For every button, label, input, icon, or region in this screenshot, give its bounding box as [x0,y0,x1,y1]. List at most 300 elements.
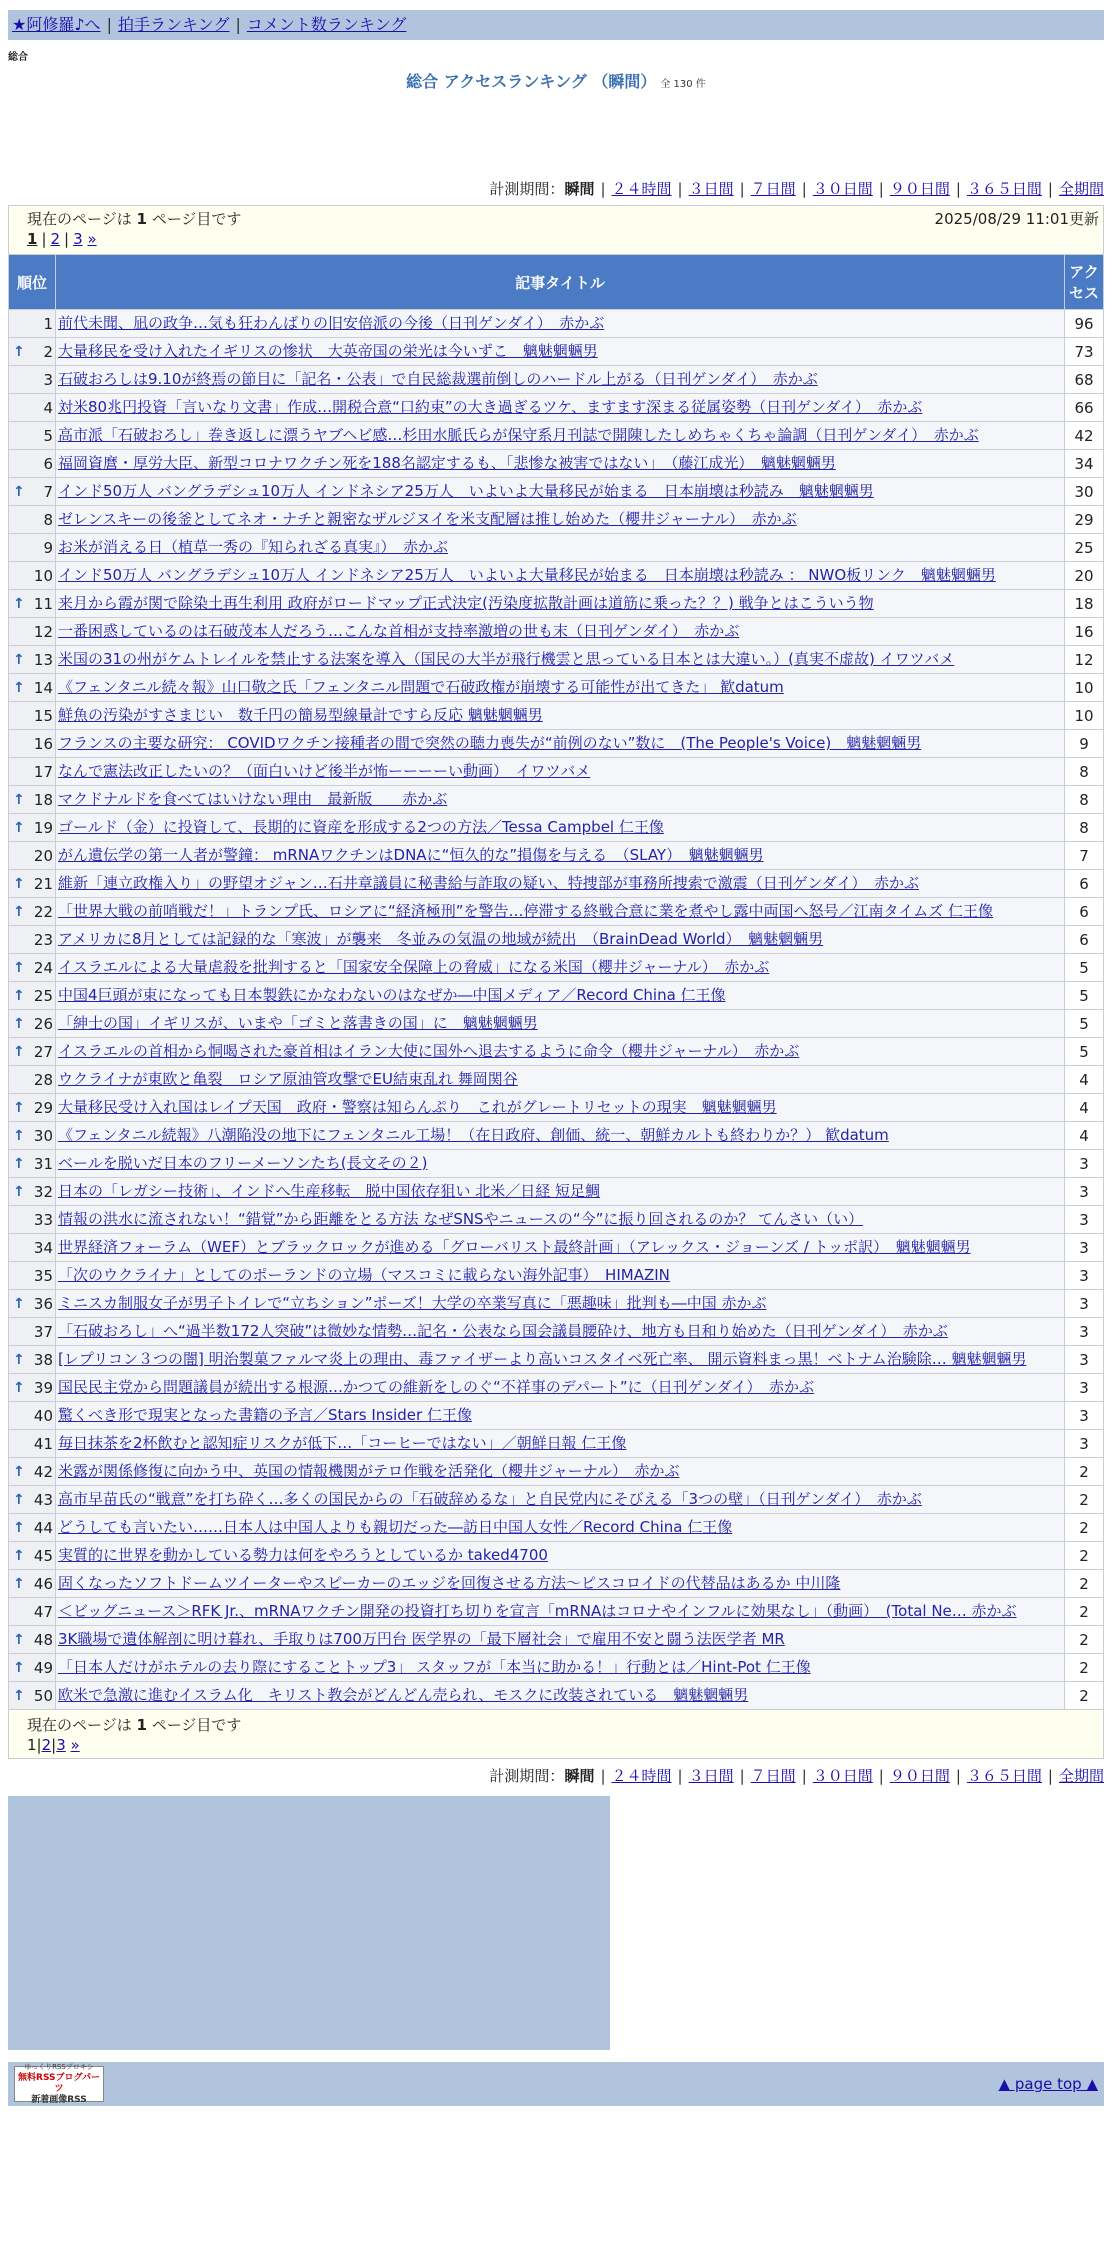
page-top-link[interactable]: ▲ page top ▲ [998,2075,1098,2093]
table-row [9,1290,1104,1318]
rank-cell [9,926,56,954]
table-row [9,1374,1104,1402]
period-link[interactable]: 全期間 [1058,180,1104,198]
title-cell [56,310,1065,338]
title-cell [56,1598,1065,1626]
article-link[interactable]: 世界経済フォーラム（WEF）とブラックロックが進める「グローバリスト最終計画」（アレックス・ジョーンズ / トッポ訳） 魑魅魍魎男 [58,1238,971,1256]
pager-link[interactable]: 2 [50,230,61,248]
rank-number: 6 [43,454,53,473]
article-link[interactable]: 驚くべき形で現実となった書籍の予言／Stars Insider 仁王像 [58,1406,472,1424]
rank-cell [9,842,56,870]
count-cell: 5 [1065,982,1104,1010]
table-row [9,310,1104,338]
rank-up-arrow-icon: ↑ [13,1043,25,1060]
title-cell [56,590,1065,618]
rank-number: 28 [33,1070,53,1089]
article-link[interactable]: なんで憲法改正したいの？（面白いけど後半が怖ーーーーい動画） イワツバメ [58,762,591,780]
count-cell: 4 [1065,1066,1104,1094]
title-cell [56,1066,1065,1094]
rank-up-arrow-icon: ↑ [13,1491,25,1508]
rank-up-arrow-icon: ↑ [13,1687,25,1704]
rank-number: 8 [43,510,53,529]
article-link[interactable]: 福岡資麿・厚労大臣、新型コロナワクチン死を188名認定するも、「悲惨な被害ではない」 （藤江成光） 魑魅魍魎男 [58,454,836,472]
article-link[interactable]: 一番困惑しているのは石破茂本人だろう…こんな首相が支持率激増の世も末（日刊ゲンダイ） 赤かぶ [58,622,740,640]
title-cell [56,1514,1065,1542]
count-cell: 8 [1065,786,1104,814]
rank-cell [9,1318,56,1346]
rank-number: 25 [33,986,53,1005]
count-cell: 2 [1065,1682,1104,1710]
article-link[interactable]: 「次のウクライナ」としてのポーランドの立場（マスコミに載らない海外記事） HIMAZIN [58,1266,670,1284]
article-link[interactable]: ベールを脱いだ日本のフリーメーソンたち(長文その２) [58,1154,428,1172]
count-cell: 9 [1065,730,1104,758]
rank-number: 12 [33,622,53,641]
rank-number: 3 [43,370,53,389]
rank-up-arrow-icon: ↑ [13,483,25,500]
rank-number: 50 [33,1686,53,1705]
table-row [9,1598,1104,1626]
title-cell [56,842,1065,870]
rank-cell [9,506,56,534]
table-row [9,1486,1104,1514]
count-cell: 6 [1065,870,1104,898]
rank-number: 38 [33,1350,53,1369]
title-cell [56,366,1065,394]
period-link[interactable]: ２４時間 [611,1767,672,1785]
table-row [9,1206,1104,1234]
article-link[interactable]: インド50万人 バングラデシュ10万人 インドネシア25万人 いよいよ大量移民が始まる 日本崩壊は秒読み 魑魅魍魎男 [58,482,874,500]
table-row [9,842,1104,870]
top-nav [8,10,1104,40]
article-link[interactable]: 中国4巨頭が束になっても日本製鉄にかなわないのはなぜか―中国メディア／Record China 仁王像 [58,986,726,1004]
rank-up-arrow-icon: ↑ [13,1379,25,1396]
count-cell: 8 [1065,814,1104,842]
title-cell [56,758,1065,786]
period-separator: | [1047,180,1053,198]
period-separator: | [801,180,807,198]
table-row [9,1038,1104,1066]
rank-cell [9,1206,56,1234]
period-selector [8,178,1104,199]
article-link[interactable]: 固くなったソフトドームツイーターやスピーカーのエッジを回復させる方法～ピスコロイドの代替品はあるか 中川隆 [58,1574,841,1592]
table-row [9,1514,1104,1542]
article-link[interactable]: お米が消える日（植草一秀の『知られざる真実』） 赤かぶ [58,538,449,556]
period-link[interactable]: ３日間 [688,1767,734,1785]
title-cell [56,1150,1065,1178]
rank-cell [9,646,56,674]
rank-cell [9,982,56,1010]
logo-line2: 無料RSSブログパーツ [18,2073,100,2094]
table-row [9,674,1104,702]
rank-number: 16 [33,734,53,753]
article-link[interactable]: 情報の洪水に流されない！“錯覚”から距離をとる方法 なぜSNSやニュースの“今”に振り回されるのか？ てんさい（い） [58,1210,864,1228]
table-row [9,1542,1104,1570]
rank-cell [9,534,56,562]
rank-up-arrow-icon: ↑ [13,651,25,668]
title-cell [56,1486,1065,1514]
count-cell: 3 [1065,1150,1104,1178]
article-link[interactable]: 欧米で急激に進むイスラム化 キリスト教会がどんどん売られ、モスクに改装されている 魑魅魍魎男 [58,1686,749,1704]
rank-number: 1 [43,314,53,333]
count-cell: 3 [1065,1290,1104,1318]
article-link[interactable]: ウクライナが東欧と亀裂 ロシア原油管攻撃でEU結束乱れ 舞岡関谷 [58,1070,518,1088]
period-separator: | [739,180,745,198]
count-cell: 6 [1065,898,1104,926]
title-cell [56,898,1065,926]
article-link[interactable]: 大量移民受け入れ国はレイプ天国 政府・警察は知らんぷり これがグレートリセットの現実 魑魅魍魎男 [58,1098,777,1116]
table-row [9,814,1104,842]
pager-separator: | [51,1736,57,1754]
count-cell: 3 [1065,1402,1104,1430]
rank-number: 35 [33,1266,53,1285]
period-separator: | [600,180,606,198]
rank-cell [9,562,56,590]
period-link[interactable]: ９０日間 [889,180,950,198]
article-link[interactable]: 「石破おろし」へ“過半数172人突破”は微妙な情勢…記名・公表なら国会議員腰砕け、地方も日和り始めた（日刊ゲンダイ） 赤かぶ [58,1322,948,1340]
table-row [9,982,1104,1010]
table-row [9,1402,1104,1430]
count-cell: 3 [1065,1346,1104,1374]
period-link[interactable]: ３日間 [688,180,734,198]
rank-cell [9,1458,56,1486]
rank-up-arrow-icon: ↑ [13,875,25,892]
rank-up-arrow-icon: ↑ [13,1015,25,1032]
pager-top [27,230,1103,248]
table-row [9,954,1104,982]
count-cell: 3 [1065,1262,1104,1290]
comment-ranking-link[interactable]: コメント数ランキング [246,15,407,34]
clap-ranking-link[interactable]: 拍手ランキング [117,15,230,34]
title-cell [56,338,1065,366]
rank-up-arrow-icon: ↑ [13,1155,25,1172]
period-separator: | [955,1767,961,1785]
pager-current: 1 [27,230,38,248]
period-separator: | [801,1767,807,1785]
table-row [9,1178,1104,1206]
rank-cell [9,422,56,450]
rank-number: 2 [43,342,53,361]
table-row [9,1346,1104,1374]
title-cell [56,1094,1065,1122]
rss-parts-logo[interactable] [14,2063,104,2105]
page-info-top [8,205,1104,254]
home-link[interactable]: ★阿修羅♪へ [12,15,101,34]
pager-next[interactable]: » [87,230,97,248]
period-link[interactable]: ３６５日間 [966,180,1042,198]
article-link[interactable]: ＜ビッグニュース＞RFK Jr.、mRNAワクチン開発の投資打ち切りを宣言「mRNAはコロナやインフルに効果なし」（動画） (Total Ne… 赤かぶ [58,1602,1017,1620]
table-row [9,618,1104,646]
period-link[interactable]: ９０日間 [889,1767,950,1785]
rank-number: 41 [33,1434,53,1453]
count-cell: 3 [1065,1318,1104,1346]
period-link[interactable]: 全期間 [1058,1767,1104,1785]
title-cell [56,702,1065,730]
rank-up-arrow-icon: ↑ [13,791,25,808]
article-link[interactable]: インド50万人 バングラデシュ10万人 インドネシア25万人 いよいよ大量移民が始まる 日本崩壊は秒読み ： NWO板リンク 魑魅魍魎男 [58,566,996,584]
pager-link[interactable]: 2 [41,1736,52,1754]
article-link[interactable]: 日本の「レガシー技術」、インドへ生産移転 脱中国依存狙い 北米／日経 短足鯛 [58,1182,601,1200]
title-cell [56,1178,1065,1206]
nav-separator: | [235,15,241,34]
ad-area [8,1796,610,2050]
article-link[interactable]: 高市早苗氏の“戦意”を打ち砕く…多くの国民からの「石破辞めるな」と自民党内にそびえる「3つの壁」（日刊ゲンダイ） 赤かぶ [58,1490,922,1508]
rank-cell [9,758,56,786]
rank-cell [9,618,56,646]
rank-cell [9,1066,56,1094]
rank-cell [9,450,56,478]
rank-up-arrow-icon: ↑ [13,1463,25,1480]
count-cell: 2 [1065,1458,1104,1486]
article-link[interactable]: 鮮魚の汚染がすさまじい 数千円の簡易型線量計ですら反応 魑魅魍魎男 [58,706,543,724]
title-cell [56,1262,1065,1290]
article-link[interactable]: 対米80兆円投資「言いなり文書」作成…開税合意“口約束”の大き過ぎるツケ、ますます深まる従属姿勢（日刊ゲンダイ） 赤かぶ [58,398,923,416]
page-prefix: 現在のページは [27,1716,132,1734]
title-cell [56,1038,1065,1066]
table-row [9,506,1104,534]
article-link[interactable]: 来月から霞が関で除染土再生利用 政府がロードマップ正式決定(汚染度拡散計画は道筋に乗った？？) 戦争とはこういう物 [58,594,874,612]
pager-link[interactable]: 3 [56,1736,66,1754]
pager-current: 1 [27,1736,37,1754]
period-separator: | [600,1767,606,1785]
logo-line3: 新着画像RSS [31,2095,87,2105]
count-cell: 5 [1065,954,1104,982]
rank-cell [9,1010,56,1038]
rank-number: 23 [33,930,53,949]
article-link[interactable]: 実質的に世界を動かしている勢力は何をやろうとしているか taked4700 [58,1546,548,1564]
article-link[interactable]: マクドナルドを食べてはいけない理由 最新版 赤かぶ [58,790,448,808]
rank-cell [9,674,56,702]
table-row [9,422,1104,450]
article-link[interactable]: 「世界大戦の前哨戦だ！」トランプ氏、ロシアに“経済極刑”を警告…停滞する終戦合意に業を煮やし露中両国へ怒号／江南タイムズ 仁王像 [58,902,994,920]
title-cell [56,982,1065,1010]
rank-number: 34 [33,1238,53,1257]
rank-cell [9,898,56,926]
table-row [9,478,1104,506]
rank-up-arrow-icon: ↑ [13,1295,25,1312]
table-row [9,1654,1104,1682]
pager-link[interactable]: 3 [73,230,83,248]
rank-up-arrow-icon: ↑ [13,1519,25,1536]
title-cell [56,1458,1065,1486]
count-cell: 2 [1065,1542,1104,1570]
count-cell: 30 [1065,478,1104,506]
count-cell: 5 [1065,1038,1104,1066]
article-link[interactable]: 大量移民を受け入れたイギリスの惨状 大英帝国の栄光は今いずこ 魑魅魍魎男 [58,342,598,360]
rank-up-arrow-icon: ↑ [13,1183,25,1200]
article-link[interactable]: がん遺伝学の第一人者が警鐘： mRNAワクチンはDNAに“恒久的な”損傷を与える （SLAY） 魑魅魍魎男 [58,846,764,864]
table-row [9,366,1104,394]
rank-cell [9,1570,56,1598]
article-link[interactable]: どうしても言いたい……日本人は中国人よりも親切だった―訪日中国人女性／Record China 仁王像 [58,1518,733,1536]
count-cell: 66 [1065,394,1104,422]
table-row [9,338,1104,366]
table-row [9,394,1104,422]
rank-cell [9,702,56,730]
rank-up-arrow-icon: ↑ [13,1099,25,1116]
period-label: 計測期間： [489,1767,565,1785]
current-page-text [27,208,241,230]
total-count: 全 130 件 [660,79,706,90]
table-row [9,1010,1104,1038]
count-cell: 3 [1065,1178,1104,1206]
title-cell [56,1374,1065,1402]
article-link[interactable]: 高市派「石破おろし」巻き返しに漂うヤブヘビ感…杉田水脈氏らが保守系月刊誌で開陳したしめちゃくちゃ論調（日刊ゲンダイ） 赤かぶ [58,426,979,444]
period-link[interactable]: ３０日間 [812,180,873,198]
table-row [9,898,1104,926]
article-link[interactable]: イスラエルの首相から恫喝された豪首相はイラン大使に国外へ退去するように命令（櫻井ジャーナル） 赤かぶ [58,1042,800,1060]
rank-cell [9,338,56,366]
count-cell: 2 [1065,1486,1104,1514]
rank-number: 37 [33,1322,53,1341]
title-cell [56,450,1065,478]
article-link[interactable]: 石破おろしは9.10が終焉の節目に「記名・公表」で自民総裁選前倒しのハードル上がる（日刊ゲンダイ） 赤かぶ [58,370,818,388]
rank-number: 29 [33,1098,53,1117]
rank-number: 27 [33,1042,53,1061]
article-link[interactable]: 「日本人だけがホテルの去り際にすることトップ3」 スタッフが「本当に助かる！」行動とは／Hint-Pot 仁王像 [58,1658,811,1676]
period-link[interactable]: ７日間 [750,1767,796,1785]
rank-cell [9,366,56,394]
count-cell: 5 [1065,1010,1104,1038]
article-link[interactable]: 《フェンタニル続報》八潮陥没の地下にフェンタニル工場！（在日政府、創価、統一、朝鮮カルトも終わりか？） 歓datum [58,1126,889,1144]
article-link[interactable]: 維新「連立政権入り」の野望オジャン…石井章議員に秘書給与詐取の疑い、特捜部が事務所捜索で激震（日刊ゲンダイ） 赤かぶ [58,874,920,892]
rank-number: 17 [33,762,53,781]
rank-number: 22 [33,902,53,921]
table-row [9,730,1104,758]
count-cell: 2 [1065,1626,1104,1654]
period-link[interactable]: ７日間 [750,180,796,198]
footer [8,2062,1104,2106]
article-link[interactable]: 前代未聞、凪の政争…気も狂わんばりの旧安倍派の今後（日刊ゲンダイ） 赤かぶ [58,314,605,332]
period-link[interactable]: ３０日間 [812,1767,873,1785]
rank-up-arrow-icon: ↑ [13,1575,25,1592]
article-link[interactable]: 3K職場で遺体解剖に明け暮れ、手取りは700万円台 医学界の「最下層社会」で雇用不安と闘う法医学者 MR [58,1630,785,1648]
table-row [9,1430,1104,1458]
title-cell [56,1542,1065,1570]
rank-number: 44 [33,1518,53,1537]
title-cell [56,1570,1065,1598]
count-cell: 8 [1065,758,1104,786]
article-link[interactable]: 《フェンタニル続々報》山口敬之氏「フェンタニル問題で石破政権が崩壊する可能性が出てきた」 歓datum [58,678,784,696]
rank-cell [9,1402,56,1430]
count-cell: 96 [1065,310,1104,338]
rank-up-arrow-icon: ↑ [13,1127,25,1144]
title-cell [56,1122,1065,1150]
article-link[interactable]: ミニスカ制服女子が男子トイレで“立ちション”ポーズ！大学の卒業写真に「悪趣味」批判も―中国 赤かぶ [58,1294,767,1312]
article-link[interactable]: ゼレンスキーの後釜としてネオ・ナチと親密なザルジヌイを米支配層は推し始めた（櫻井ジャーナル） 赤かぶ [58,510,797,528]
rank-number: 14 [33,678,53,697]
article-link[interactable]: 米国の31の州がケムトレイルを禁止する法案を導入（国民の大半が飛行機雲と思っている日本とは大違い。）(真実不虚故) イワツバメ [58,650,955,668]
title-cell [56,954,1065,982]
article-link[interactable]: アメリカに8月としては記録的な「寒波」が襲来 冬並みの気温の地域が続出 （BrainDead World） 魑魅魍魎男 [58,930,824,948]
count-cell: 25 [1065,534,1104,562]
title-cell [56,1290,1065,1318]
title-cell [56,674,1065,702]
rank-up-arrow-icon: ↑ [13,1351,25,1368]
rank-header: 順位 [9,255,56,310]
table-row [9,1066,1104,1094]
pager-next[interactable]: » [70,1736,80,1754]
rank-up-arrow-icon: ↑ [13,1631,25,1648]
title-cell [56,1206,1065,1234]
rank-number: 33 [33,1210,53,1229]
page-suffix: ページ目です [151,1716,242,1734]
rank-cell [9,1178,56,1206]
table-row [9,1318,1104,1346]
rank-cell [9,1122,56,1150]
period-separator: | [677,180,683,198]
rank-cell [9,1094,56,1122]
table-row [9,590,1104,618]
period-link[interactable]: ３６５日間 [966,1767,1042,1785]
period-separator: | [1047,1767,1053,1785]
title-cell [56,478,1065,506]
period-label: 計測期間： [489,180,565,198]
table-row [9,1458,1104,1486]
period-separator: | [878,1767,884,1785]
article-link[interactable]: 国民民主党から問題議員が続出する根源…かつての維新をしのぐ“不祥事のデパート”に（日刊ゲンダイ） 赤かぶ [58,1378,814,1396]
rank-number: 48 [33,1630,53,1649]
pager-separator: | [36,1736,42,1754]
period-link[interactable]: ２４時間 [611,180,672,198]
table-row [9,1570,1104,1598]
title-cell [56,1346,1065,1374]
article-link[interactable]: 米露が関係修復に向かう中、英国の情報機関がテロ作戦を活発化（櫻井ジャーナル） 赤かぶ [58,1462,680,1480]
table-row [9,1234,1104,1262]
rank-cell [9,1626,56,1654]
rank-number: 40 [33,1406,53,1425]
page-prefix: 現在のページは [27,210,132,228]
article-link[interactable]: フランスの主要な研究： COVIDワクチン接種者の間で突然の聴力喪失が“前例のない”数に (The People's Voice) 魑魅魍魎男 [58,734,922,752]
table-row [9,1150,1104,1178]
rank-cell [9,1038,56,1066]
table-row [9,870,1104,898]
rank-up-arrow-icon: ↑ [13,595,25,612]
count-cell: 4 [1065,1122,1104,1150]
rank-cell [9,478,56,506]
rank-number: 21 [33,874,53,893]
table-row [9,450,1104,478]
rank-cell [9,1514,56,1542]
count-cell: 34 [1065,450,1104,478]
rank-up-arrow-icon: ↑ [13,1659,25,1676]
period-selector-bottom [8,1765,1104,1786]
article-link[interactable]: 毎日抹茶を2杯飲むと認知症リスクが低下…「コーヒーではない」／朝鮮日報 仁王像 [58,1434,627,1452]
title-cell [56,1626,1065,1654]
rank-number: 47 [33,1602,53,1621]
page-suffix: ページ目です [151,210,242,228]
article-link[interactable]: [レプリコン３つの闇] 明治製菓ファルマ炎上の理由、毒ファイザーより高いコスタイベ死亡率、 開示資料まっ黒！ベトナム治験除… 魑魅魍魎男 [58,1350,1027,1368]
rank-up-arrow-icon: ↑ [13,343,25,360]
article-link[interactable]: 「紳士の国」イギリスが、いまや「ゴミと落書きの国」に 魑魅魍魎男 [58,1014,538,1032]
count-cell: 6 [1065,926,1104,954]
rank-up-arrow-icon: ↑ [13,903,25,920]
rank-cell [9,1430,56,1458]
table-row [9,1122,1104,1150]
table-row [9,1682,1104,1710]
rank-cell [9,1234,56,1262]
period-separator: | [878,180,884,198]
rank-cell [9,954,56,982]
article-link[interactable]: ゴールド（金）に投資して、長期的に資産を形成する2つの方法／Tessa Campbel 仁王像 [58,818,664,836]
article-link[interactable]: イスラエルによる大量虐殺を批判すると「国家安全保障上の脅威」になる米国（櫻井ジャーナル） 赤かぶ [58,958,770,976]
page-title-text: 総合 アクセスランキング （瞬間） [406,72,657,91]
title-cell [56,646,1065,674]
rank-cell [9,1290,56,1318]
rank-number: 5 [43,426,53,445]
title-cell [56,1010,1065,1038]
period-current: 瞬間 [564,1767,595,1785]
rank-cell [9,1682,56,1710]
